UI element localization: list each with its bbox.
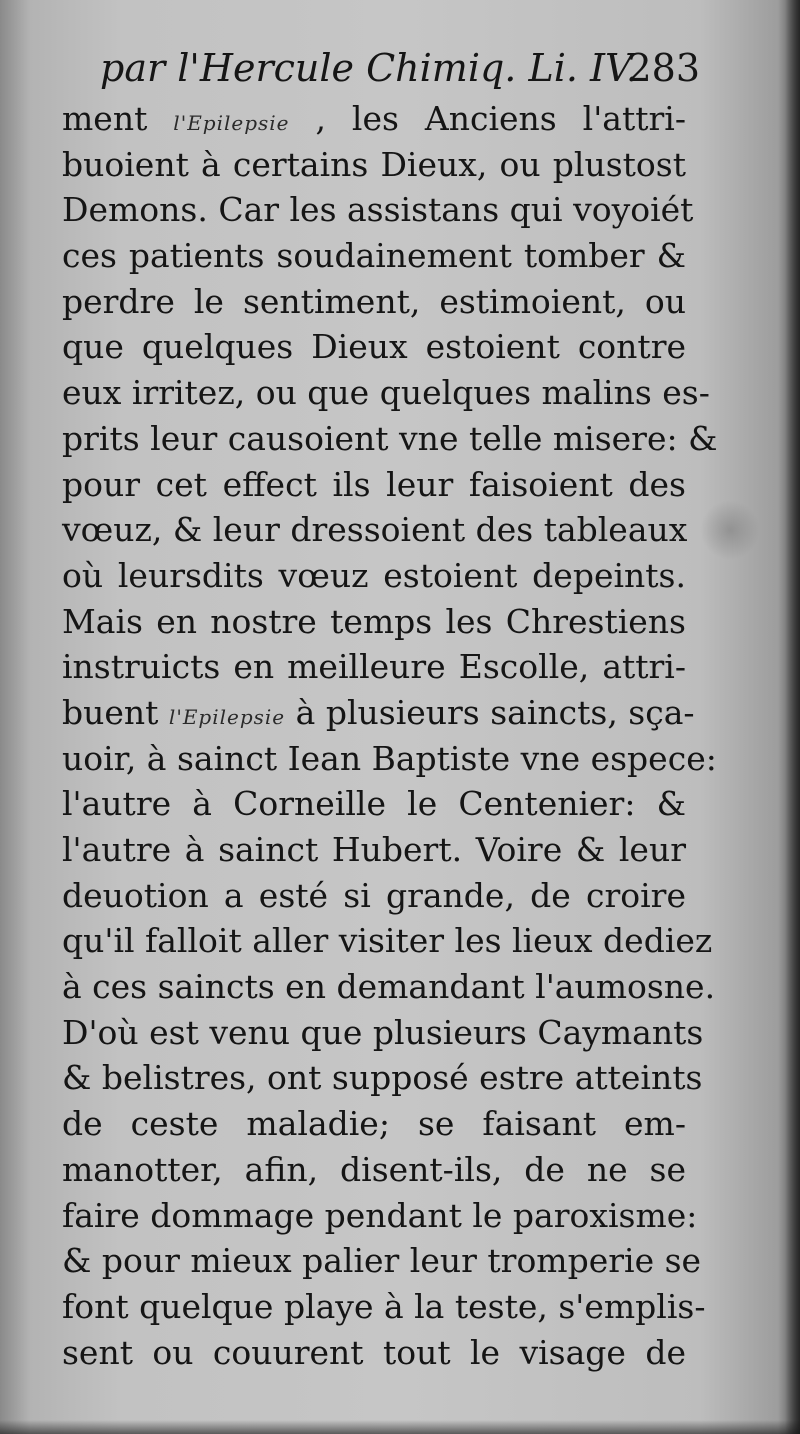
running-head — [100, 40, 700, 96]
text-line-7: eux irritez, ou que quelques malins es- — [62, 373, 710, 413]
text-line-13: instruicts en meilleure Escolle, attri- — [62, 647, 686, 687]
text-line-26: & pour mieux palier leur tromperie se — [62, 1241, 702, 1281]
text-line-10: vœuz, & leur dressoient des tableaux — [62, 510, 688, 550]
page-edge-shadow-right — [778, 0, 800, 1434]
text-line-19: qu'il falloit aller visiter les lieux dediez — [62, 921, 713, 961]
text-line-12: Mais en nostre temps les Chrestiens — [62, 601, 686, 641]
text-line-15: uoir, à sainct Iean Baptiste vne espece: — [62, 738, 717, 778]
text-line-8: prits leur causoient vne telle misere: & — [62, 418, 718, 458]
text-line-20: à ces saincts en demandant l'aumosne. — [62, 967, 716, 1007]
text-line-28: sent ou couurent tout le visage de — [62, 1332, 686, 1372]
body-text — [62, 96, 718, 1375]
text-line-6: que quelques Dieux estoient contre — [62, 327, 686, 367]
text-line-9: pour cet effect ils leur faisoient des — [62, 464, 686, 504]
handwritten-annotation: l'Epilepsie — [168, 704, 286, 729]
text-line-23: de ceste maladie; se faisant em- — [62, 1104, 686, 1144]
text-line-11: où leursdits vœuz estoient depeints. — [62, 555, 686, 595]
text-line-3: Demons. Car les assistans qui voyoiét — [62, 190, 694, 230]
text-line-24: manotter, afin, disent-ils, de ne se — [62, 1149, 686, 1189]
text-line-14: buent l'Epilepsie à plusieurs saincts, sça- — [62, 692, 695, 732]
text-line-27: font quelque playe à la teste, s'emplis- — [62, 1286, 706, 1326]
text-line-22: & belistres, ont supposé estre atteints — [62, 1058, 703, 1098]
text-line-25: faire dommage pendant le paroxisme: — [62, 1195, 698, 1235]
paper-stain — [700, 500, 760, 560]
text-line-17: l'autre à sainct Hubert. Voire & leur — [62, 830, 686, 869]
text-line-18: deuotion a esté si grande, de croire — [62, 875, 686, 915]
text-line-16: l'autre à Corneille le Centenier: & — [62, 784, 686, 824]
text-line-1: ment l'Epilepsie , les Anciens l'attri- — [62, 99, 686, 138]
handwritten-annotation: l'Epilepsie — [173, 111, 290, 135]
page-number: 283 — [627, 46, 700, 90]
text-line-21: D'où est venu que plusieurs Caymants — [62, 1012, 704, 1052]
text-line-2: buoient à certains Dieux, ou plustost — [62, 144, 686, 184]
text-line-5: perdre le sentiment, estimoient, ou — [62, 281, 686, 321]
page-edge-shadow-bottom — [0, 1420, 800, 1434]
text-line-4: ces patients soudainement tomber & — [62, 236, 686, 276]
running-head-title: par l'Hercule Chimiq. Li. IV. — [100, 46, 638, 90]
